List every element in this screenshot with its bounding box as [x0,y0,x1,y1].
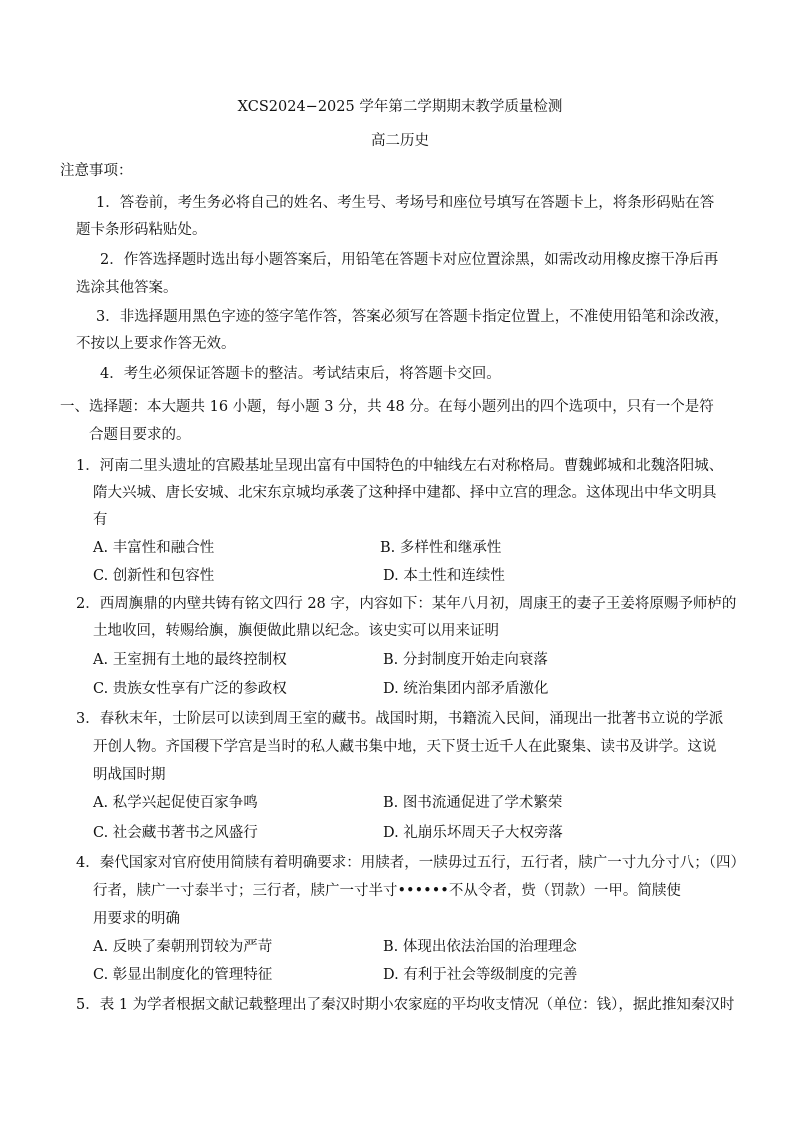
question-5-stem: 5．表 1 为学者根据文献记载整理出了秦汉时期小农家庭的平均收支情况（单位：钱），据此推知秦汉时 [76,997,735,1013]
subject-title: 高二历史 [371,133,429,149]
notice-item-3-cont: 不按以上要求作答无效。 [76,336,236,352]
question-2-option-d: D. 统治集团内部矛盾激化 [383,681,549,697]
notice-item-3: 3．非选择题用黑色字迹的签字笔作答，答案必须写在答题卡指定位置上，不准使用铅笔和涂改液， [96,309,729,325]
notice-item-2: 2．作答选择题时选出每小题答案后，用铅笔在答题卡对应位置涂黑，如需改动用橡皮擦干净后再 [100,252,719,268]
question-1-option-d: D. 本土性和连续性 [383,568,505,584]
notice-item-1: 1．答卷前，考生务必将自己的姓名、考生号、考场号和座位号填写在答题卡上，将条形码贴在答 [96,195,715,211]
question-3-option-d: D. 礼崩乐坏周天子大权旁落 [383,825,563,841]
question-2-option-b: B. 分封制度开始走向衰落 [383,652,548,668]
question-3-stem-cont: 开创人物。齐国稷下学宫是当时的私人藏书集中地，天下贤士近千人在此聚集、读书及讲学。这说 [93,739,717,755]
question-1-option-a: A. 丰富性和融合性 [93,540,215,556]
question-2-option-c: C. 贵族女性享有广泛的参政权 [93,681,287,697]
exam-title: XCS2024−2025 学年第二学期期末教学质量检测 [237,99,563,115]
question-4-option-b: B. 体现出依法治国的治理理念 [383,939,577,955]
question-1-option-b: B. 多样性和继承性 [380,540,502,556]
question-3-option-c: C. 社会藏书著书之风盛行 [93,825,258,841]
question-4-stem: 4．秦代国家对官府使用简牍有着明确要求：用牍者，一牍毋过五行，五行者，牍广一寸九分寸八；（四） [76,855,745,871]
question-1-stem-end: 有 [93,512,108,528]
question-4-option-a: A. 反映了秦朝刑罚较为严苛 [93,939,273,955]
section-heading-cont: 合题目要求的。 [89,427,191,443]
question-3-stem: 3．春秋末年，士阶层可以读到周王室的藏书。战国时期，书籍流入民间，涌现出一批著书立说的学派 [76,711,724,727]
question-3-option-a: A. 私学兴起促使百家争鸣 [93,795,258,811]
question-4-option-d: D. 有利于社会等级制度的完善 [383,967,578,983]
question-3-option-b: B. 图书流通促进了学术繁荣 [383,795,563,811]
question-2-stem: 2．西周旟鼎的内壁共铸有铭文四行 28 字，内容如下：某年八月初，周康王的妻子王姜将原赐予师栌的 [76,596,737,612]
question-4-stem-cont: 行者，牍广一寸泰半寸；三行者，牍广一寸半寸••••••不从令者，赀（罚款）一甲。简牍使 [93,883,681,899]
question-1-stem-cont: 隋大兴城、唐长安城、北宋东京城均承袭了这种择中建都、择中立宫的理念。这体现出中华文明具 [93,485,717,501]
notice-heading: 注意事项： [60,163,133,179]
notice-item-1-cont: 题卡条形码粘贴处。 [76,222,207,238]
notice-item-2-cont: 选涂其他答案。 [76,280,178,296]
notice-item-4: 4．考生必须保证答题卡的整洁。考试结束后，将答题卡交回。 [100,366,501,382]
question-3-stem-end: 明战国时期 [93,767,166,783]
question-1-stem: 1．河南二里头遗址的宫殿基址呈现出富有中国特色的中轴线左右对称格局。曹魏邺城和北魏洛阳城、 [76,458,724,474]
question-2-stem-cont: 土地收回，转赐给旟，旟便做此鼎以纪念。该史实可以用来证明 [93,623,499,639]
section-heading: 一、选择题：本大题共 16 小题，每小题 3 分，共 48 分。在每小题列出的四个选项中，只有一个是符 [60,399,714,415]
question-2-option-a: A. 王室拥有土地的最终控制权 [93,652,287,668]
question-4-stem-end: 用要求的明确 [93,911,180,927]
question-4-option-c: C. 彰显出制度化的管理特征 [93,967,273,983]
question-1-option-c: C. 创新性和包容性 [93,568,215,584]
